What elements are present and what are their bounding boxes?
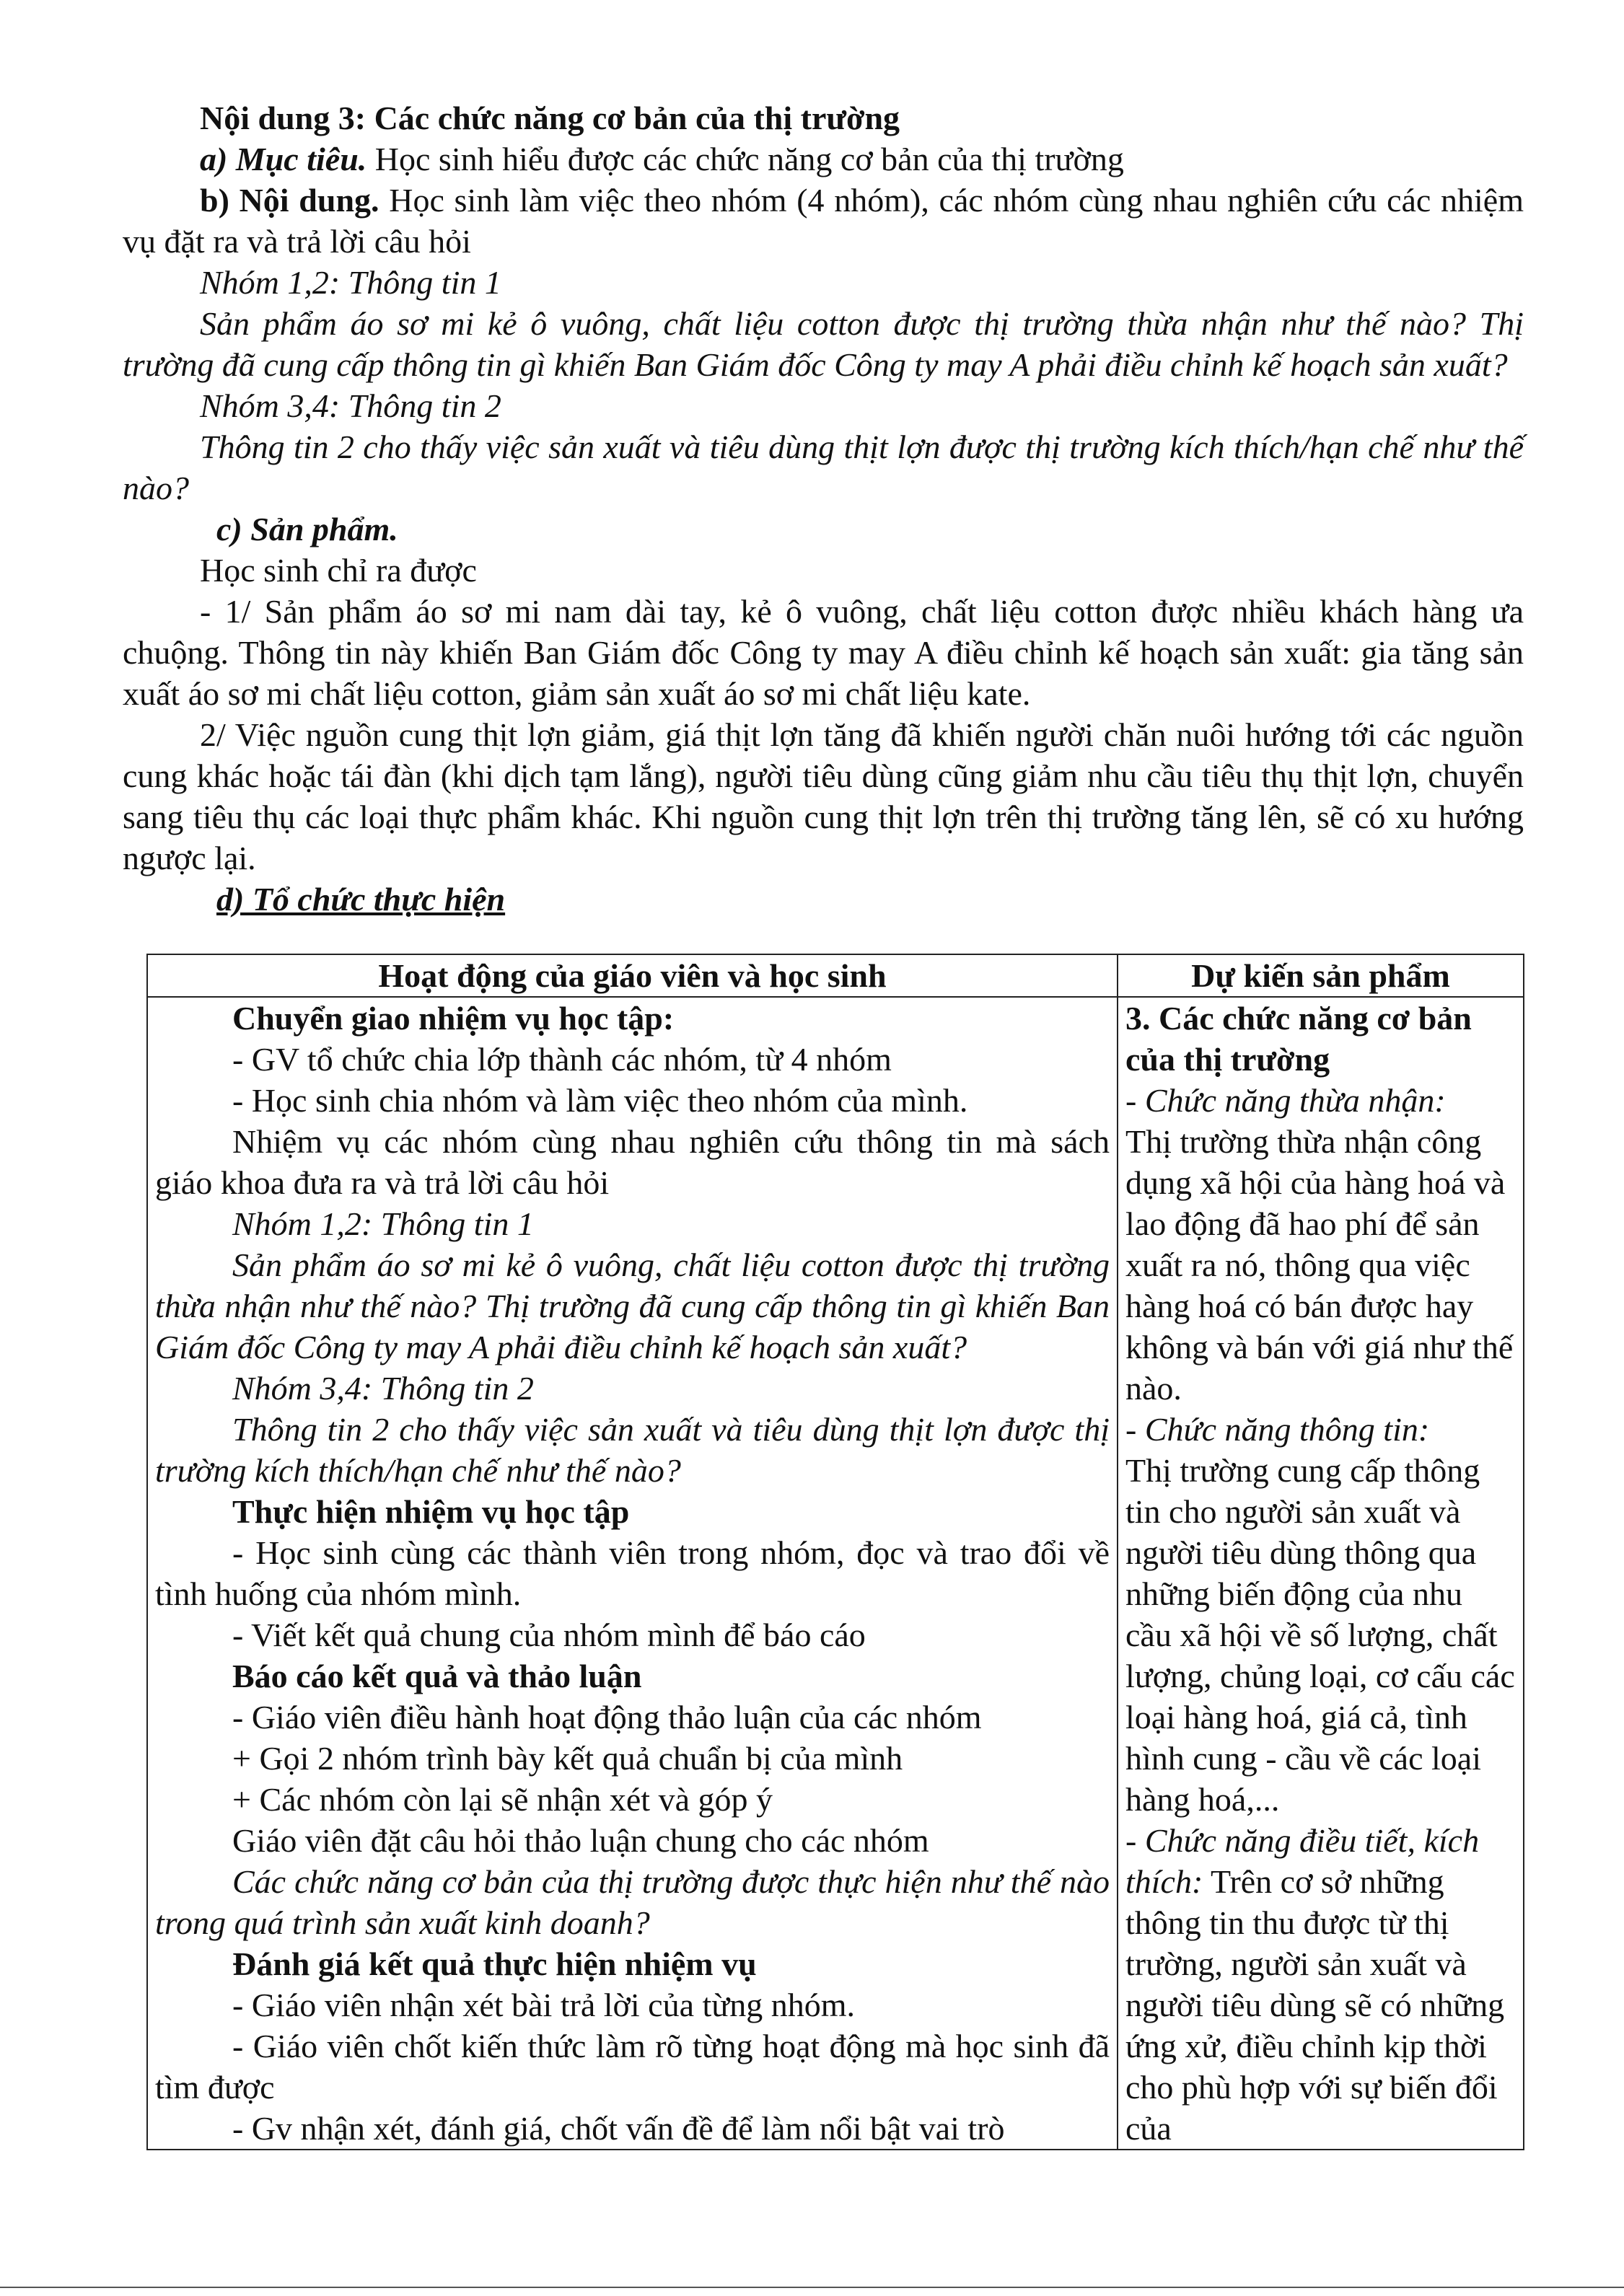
activity-line: - Học sinh cùng các thành viên trong nhóm, đọc và trao đổi về tình huống của nhóm mình. [155,1534,1110,1612]
activity-table [146,954,1524,2150]
activity-line: Nhóm 1,2: Thông tin 1 [232,1205,534,1242]
function-information-label: - Chức năng thông tin: [1125,1411,1430,1448]
table-row [147,997,1524,2150]
activity-line: Nhiệm vụ các nhóm cùng nhau nghiên cứu thông tin mà sách giáo khoa đưa ra và trả lời câu hỏi [155,1123,1110,1201]
function-regulation-paragraph [1125,1820,1516,2149]
group12-title: Nhóm 1,2: Thông tin 1 [200,264,501,301]
function-recognition-text: Thị trường thừa nhận công dụng xã hội của hàng hoá và lao động đã hao phí để sản xuất ra nó, thông qua việc hàng hoá có bán được hay không và bán với giá như thế nào. [1125,1123,1514,1407]
col-expected-product-header: Dự kiến sản phẩm [1118,954,1524,997]
task-assign-heading: Chuyển giao nhiệm vụ học tập: [232,1000,675,1037]
activity-line: - Giáo viên chốt kiến thức làm rõ từng hoạt động mà học sinh đã tìm được [155,2028,1110,2106]
group34-question: Thông tin 2 cho thấy việc sản xuất và tiêu dùng thịt lợn được thị trường kích thích/hạn chế như thế nào? [123,428,1524,506]
function-regulation-label: - Chức năng điều tiết, kích thích: [1125,1822,1480,1900]
product-item-2: 2/ Việc nguồn cung thịt lợn giảm, giá thịt lợn tăng đã khiến người chăn nuôi hướng tới các nguồn cung khác hoặc tái đàn (khi dịch tạm lắng), người tiêu dùng cũng giảm nhu cầu tiêu thụ thịt lợn, chuyển sang tiêu thụ các loại thực phẩm khác. Khi nguồn cung thịt lợn trên thị trường tăng lên, sẽ có xu hướng ngược lại. [123,716,1524,876]
group34-title: Nhóm 3,4: Thông tin 2 [200,387,501,424]
expected-product-cell [1118,997,1524,2150]
activity-line: - Học sinh chia nhóm và làm việc theo nhóm của mình. [232,1082,968,1119]
activity-line: Nhóm 3,4: Thông tin 2 [232,1370,534,1407]
activity-line: - Giáo viên điều hành hoạt động thảo luận của các nhóm [232,1699,982,1736]
activity-line: Thông tin 2 cho thấy việc sản xuất và tiêu dùng thịt lợn được thị trường kích thích/hạn chế như thế nào? [155,1411,1110,1489]
report-discuss-heading: Báo cáo kết quả và thảo luận [232,1658,642,1694]
activity-line: - Giáo viên nhận xét bài trả lời của từng nhóm. [232,1987,855,2023]
activity-line: - Viết kết quả chung của nhóm mình để báo cáo [232,1617,866,1653]
activity-line: Giáo viên đặt câu hỏi thảo luận chung cho các nhóm [232,1822,929,1859]
organization-label: d) Tổ chức thực hiện [216,881,506,918]
content-paragraph [123,180,1524,262]
objective-text: Học sinh hiểu được các chức năng cơ bản của thị trường [367,141,1124,177]
objective-paragraph [123,138,1524,180]
activity-line: Các chức năng cơ bản của thị trường được thực hiện như thế nào trong quá trình sản xuất kinh doanh? [155,1863,1110,1941]
product-label: c) Sản phẩm. [216,511,398,547]
table-header-row [147,954,1524,997]
group12-question: Sản phẩm áo sơ mi kẻ ô vuông, chất liệu cotton được thị trường thừa nhận như thế nào? Thị trường đã cung cấp thông tin gì khiến Ban Giám đốc Công ty may A phải điều chỉnh kế hoạch sản xuất? [123,305,1524,383]
activity-line: + Gọi 2 nhóm trình bày kết quả chuẩn bị của mình [232,1740,903,1777]
activity-line: - GV tổ chức chia lớp thành các nhóm, từ 4 nhóm [232,1041,892,1078]
activity-line: + Các nhóm còn lại sẽ nhận xét và góp ý [232,1781,773,1818]
activities-cell [147,997,1118,2150]
document-body [123,97,1524,920]
content-text: Học sinh làm việc theo nhóm (4 nhóm), các nhóm cùng nhau nghiên cứu các nhiệm vụ đặt ra và trả lời câu hỏi [123,182,1524,260]
market-functions-title: 3. Các chức năng cơ bản của thị trường [1125,1000,1472,1078]
col-activities-header: Hoạt động của giáo viên và học sinh [147,954,1118,997]
activity-line: - Gv nhận xét, đánh giá, chốt vấn đề để làm nổi bật vai trò [232,2110,1005,2147]
objective-label: a) Mục tiêu. [200,141,367,177]
page-bottom-rule [0,2287,1624,2288]
function-recognition-label: - Chức năng thừa nhận: [1125,1082,1446,1119]
product-item-1: - 1/ Sản phẩm áo sơ mi nam dài tay, kẻ ô vuông, chất liệu cotton được nhiều khách hàng ưa chuộng. Thông tin này khiến Ban Giám đốc Công ty may A điều chỉnh kế hoạch sản xuất: gia tăng sản xuất áo sơ mi chất liệu cotton, giảm sản xuất áo sơ mi chất liệu kate. [123,593,1524,712]
function-regulation-text: Trên cơ sở những thông tin thu được từ thị trường, người sản xuất và người tiêu dùng sẽ có những ứng xử, điều chỉnh kịp thời cho phù hợp với sự biến đổi của [1125,1863,1505,2147]
content-label: b) Nội dung. [200,182,379,219]
activity-line: Sản phẩm áo sơ mi kẻ ô vuông, chất liệu cotton được thị trường thừa nhận như thế nào? Thị trường đã cung cấp thông tin gì khiến Ban Giám đốc Công ty may A phải điều chỉnh kế hoạch sản xuất? [155,1246,1110,1365]
product-intro: Học sinh chỉ ra được [200,552,477,589]
task-execute-heading: Thực hiện nhiệm vụ học tập [232,1493,630,1530]
evaluation-heading: Đánh giá kết quả thực hiện nhiệm vụ [232,1945,757,1982]
section-heading: Nội dung 3: Các chức năng cơ bản của thị trường [200,100,900,136]
function-information-text: Thị trường cung cấp thông tin cho người sản xuất và người tiêu dùng thông qua những biến động của nhu cầu xã hội về số lượng, chất lượng, chủng loại, cơ cấu các loại hàng hoá, giá cả, tình hình cung - cầu về các loại hàng hoá,... [1125,1452,1515,1818]
